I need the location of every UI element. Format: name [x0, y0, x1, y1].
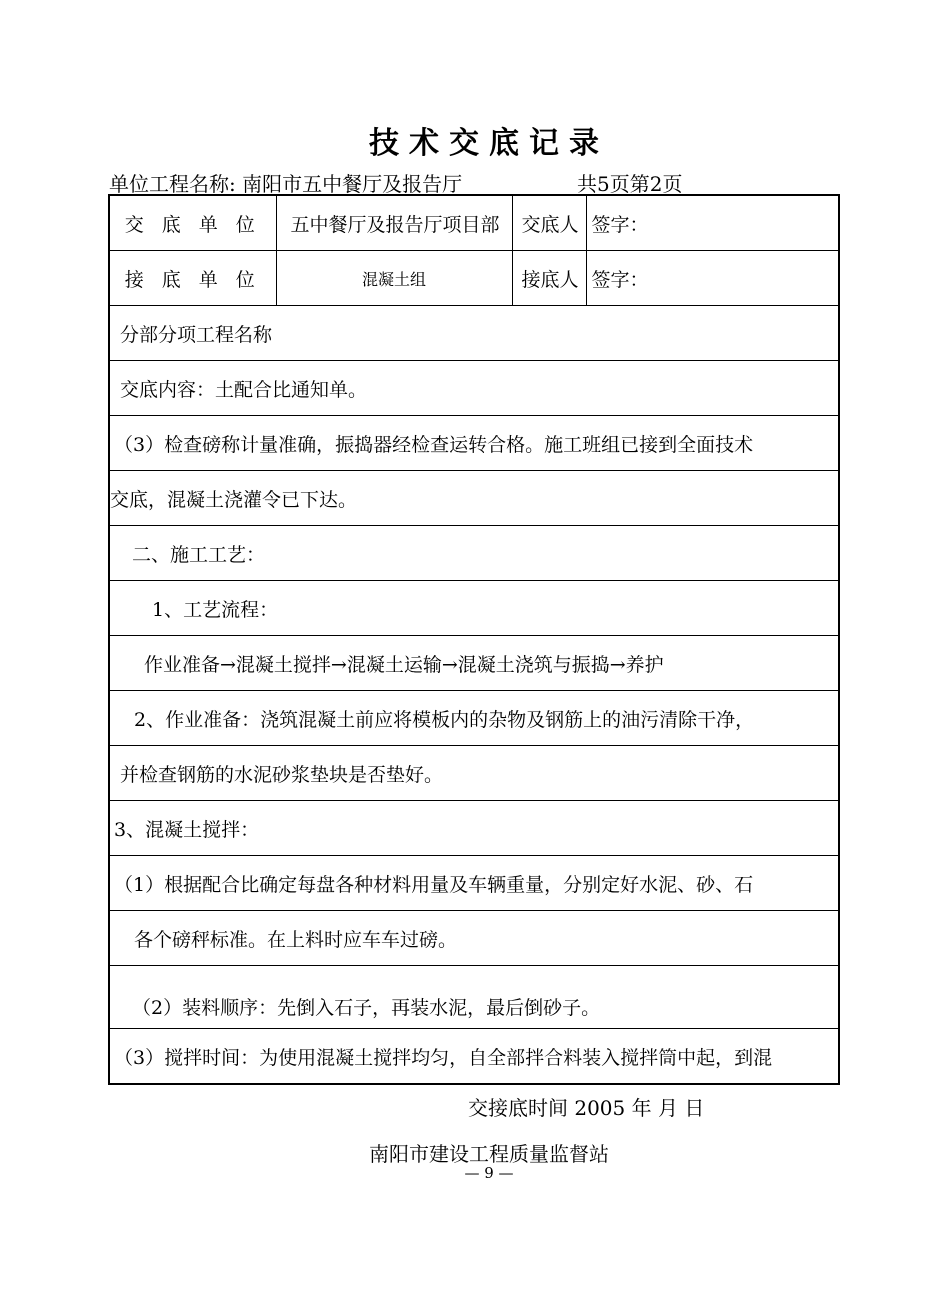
content-text-row: （3）搅拌时间：为使用混凝土搅拌均匀，自全部拌合料装入搅拌筒中起，到混 [109, 1029, 839, 1085]
receiving-sign-label: 签字： [586, 251, 839, 306]
table-row [109, 691, 839, 746]
content-text-row: （3）检查磅称计量准确，振捣器经检查运转合格。施工班组已接到全面技术 [109, 416, 839, 471]
document-title: 技术交底记录 [369, 126, 609, 161]
table-row [109, 636, 839, 691]
footer-organization: 南阳市建设工程质量监督站 [369, 1142, 609, 1166]
table-row [109, 1029, 839, 1085]
page-number: — 9 — [464, 1164, 514, 1182]
receiving-unit-label: 接 底 单 位 [109, 251, 276, 306]
content-text-row: 作业准备→混凝土搅拌→混凝土运输→混凝土浇筑与振捣→养护 [109, 636, 839, 691]
table-row [109, 801, 839, 856]
handover-person-label: 交底人 [512, 195, 586, 251]
table-row [109, 911, 839, 966]
handover-time: 交接底时间 2005 年 月 日 [468, 1096, 705, 1120]
content-text-row: 2、作业准备：浇筑混凝土前应将模板内的杂物及钢筋上的油污清除干净， [109, 691, 839, 746]
table-row [109, 746, 839, 801]
handover-unit-row [109, 195, 839, 251]
record-table [108, 194, 840, 1085]
receiving-unit-row [109, 251, 839, 306]
handover-unit-value: 五中餐厅及报告厅项目部 [276, 195, 512, 251]
content-text-row: （1）根据配合比确定每盘各种材料用量及车辆重量，分别定好水泥、砂、石 [109, 856, 839, 911]
table-row [109, 966, 839, 1029]
content-text-row: 交底，混凝土浇灌令已下达。 [109, 471, 839, 526]
content-text-row: 1、工艺流程： [109, 581, 839, 636]
project-line [109, 168, 462, 197]
content-text-row: 并检查钢筋的水泥砂浆垫块是否垫好。 [109, 746, 839, 801]
project-label: 单位工程名称: [109, 172, 236, 196]
table-row [109, 856, 839, 911]
receiving-unit-value: 混凝土组 [276, 251, 512, 306]
table-row [109, 361, 839, 416]
table-row [109, 471, 839, 526]
content-text-row: 3、混凝土搅拌： [109, 801, 839, 856]
project-name: 南阳市五中餐厅及报告厅 [242, 172, 463, 196]
table-row [109, 306, 839, 361]
table-row [109, 581, 839, 636]
content-text-row: 各个磅秤标准。在上料时应车车过磅。 [109, 911, 839, 966]
table-row [109, 416, 839, 471]
receiving-person-label: 接底人 [512, 251, 586, 306]
content-text-row: 二、施工工艺： [109, 526, 839, 581]
content-heading-row: 交底内容：土配合比通知单。 [109, 361, 839, 416]
handover-unit-label: 交 底 单 位 [109, 195, 276, 251]
section-name-row: 分部分项工程名称 [109, 306, 839, 361]
content-text-row: （2）装料顺序：先倒入石子，再装水泥，最后倒砂子。 [109, 966, 839, 1029]
page-count: 共5页第2页 [577, 172, 683, 196]
handover-sign-label: 签字： [586, 195, 839, 251]
table-row [109, 526, 839, 581]
